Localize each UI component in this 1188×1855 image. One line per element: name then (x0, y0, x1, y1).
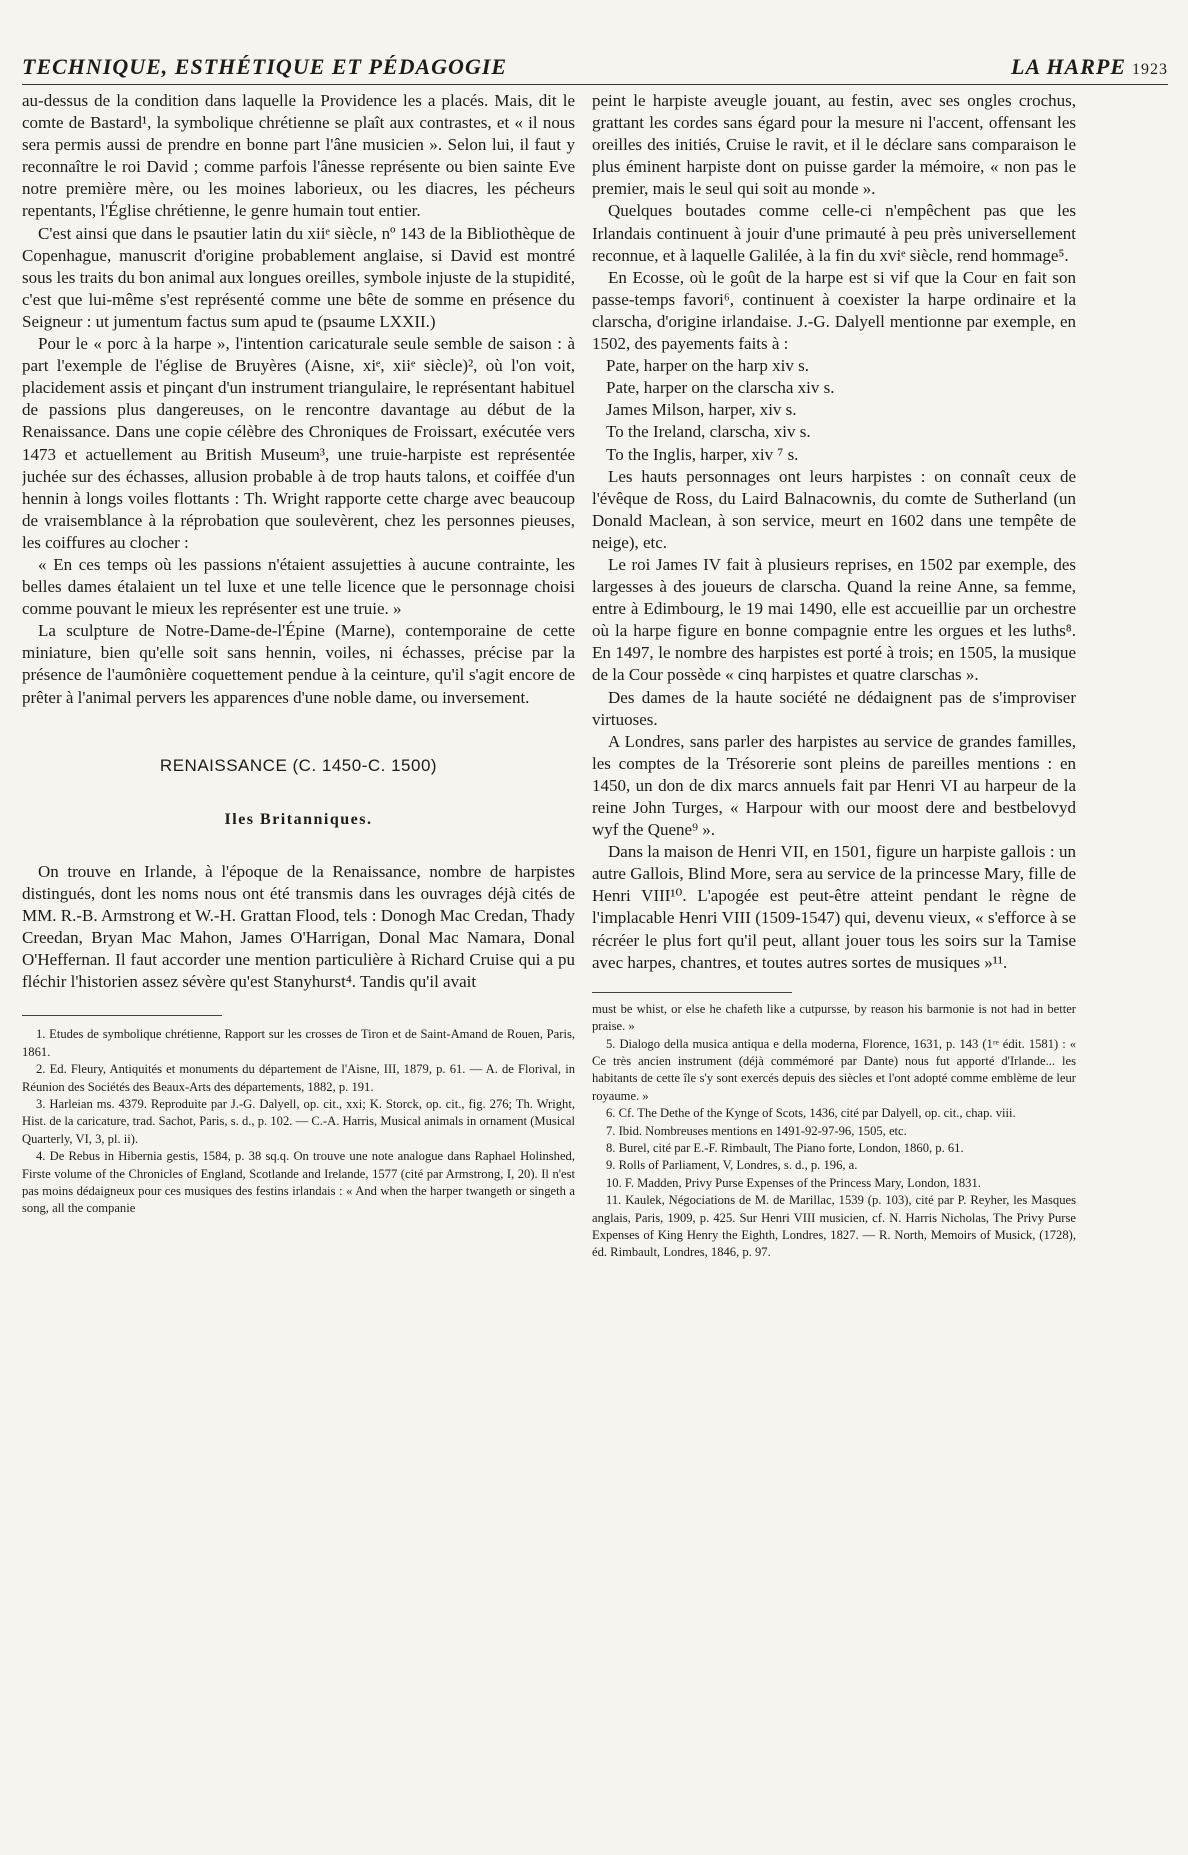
footnote: 10. F. Madden, Privy Purse Expenses of the Princess Mary, London, 1831. (606, 1175, 981, 1190)
footnote: 5. Dialogo della musica antiqua e della moderna, Florence, 1631, p. 143 (1ʳᵉ édit. 1581) : « Ce très ancien instrument (déjà commémoré par Dante) nous fut apporté d'Irlande... les habitants de cette île s'y sont exercés depuis des siècles et l'ont adopté comme emblème de leur royaume. » (592, 1036, 1076, 1103)
footnote: 1. Etudes de symbolique chrétienne, Rapport sur les crosses de Tiron et de Saint-Amand de Rouen, Paris, 1861. (22, 1027, 575, 1059)
section-title: RENAISSANCE (C. 1450-C. 1500) (159, 755, 438, 775)
footnote: 9. Rolls of Parliament, V, Londres, s. d., p. 196, a. (606, 1158, 858, 1173)
right-column (592, 90, 1076, 1835)
paragraph: On trouve en Irlande, à l'époque de la Renaissance, nombre de harpistes distingués, dont les noms nous ont été transmis dans les ouvrages déjà cités de MM. R.-B. Armstrong et W.-H. Grattan Flood, tels : Donogh Mac Credan, Thady Creedan, Bryan Mac Mahon, James O'Harrigan, Donal Mac Namara, Donal O'Heffernan. Il faut accorder une mention particulière à Richard Cruise qui a pu fléchir l'historien assez sévère qu'est Stanyhurst⁴. Tandis qu'il avait (22, 861, 575, 992)
paragraph: Pour le « porc à la harpe », l'intention caricaturale seule semble de saison : à part l'exemple de l'église de Bruyères (Aisne, xiᵉ, xiiᵉ siècle)², où l'on voit, placidement assis et pinçant d'un instrument triangulaire, le représentant habituel de passions plus dangereuses, on le rencontre davantage au début de la Renaissance. Dans une copie célèbre des Chroniques de Froissart, exécutée vers 1473 et actuellement au British Museum³, une truie-harpiste est représentée juchée sur des échasses, allusion probable à de trop hauts talons, et coiffée d'un hennin à longs voiles flottants : Th. Wright rapporte cette charge avec beaucoup de vraisemblance à la réprobation que soulevèrent, chez les personnes pieuses, les coiffures au clocher : (22, 334, 575, 552)
paragraph: Dans la maison de Henri VII, en 1501, figure un harpiste gallois : un autre Gallois, Blind More, sera au service de la princesse Mary, fille de Henri VIII¹⁰. L'apogée est peut-être atteint pendant le règne de l'implacable Henri VIII (1509-1547) qui, devenu vieux, « s'efforce à se récréer le plus fort qu'il peut, allant jouer tous les soirs sur la Tamise avec harpes, chantres, et toutes autres sortes de musiques »¹¹. (592, 842, 1076, 972)
paragraph: La sculpture de Notre-Dame-de-l'Épine (Marne), contemporaine de cette miniature, bien qu'elle soit sans hennin, voiles, ni échasses, précise par la présence de l'aumônière coquettement pendue à la ceinture, qu'il s'agit encore de prêter à l'animal pervers les apparences d'une noble dame, ou inversement. (22, 621, 575, 707)
footnote: 8. Burel, cité par E.-F. Rimbault, The Piano forte, London, 1860, p. 61. (606, 1141, 964, 1155)
running-header (22, 44, 1168, 80)
list-item: To the Ireland, clarscha, xiv s. (606, 422, 811, 442)
page-number: 1923 (1132, 61, 1168, 78)
list-item: To the Inglis, harper, xiv ⁷ s. (606, 444, 799, 464)
subsection-title: Iles Britanniques. (224, 810, 373, 828)
paragraph: Quelques boutades comme celle-ci n'empêchent pas que les Irlandais continuent à jouir d'une primauté à peu près universellement reconnue, et à laquelle Galilée, à la fin du xviᵉ siècle, rend hommage⁵. (592, 201, 1076, 265)
footnote-rule (22, 1015, 222, 1016)
footnote: 6. Cf. The Dethe of the Kynge of Scots, 1436, cité par Dalyell, op. cit., chap. viii. (606, 1106, 1016, 1121)
paragraph: C'est ainsi que dans le psautier latin du xiiᵉ siècle, nº 143 de la Bibliothèque de Copenhague, manuscrit d'origine probablement anglaise, si David est montré sous les traits du bon animal aux longues oreilles, symbole injuste de la stupidité, c'est que lui-même s'est représenté comme une bête de somme en présence du Seigneur : ut jumentum factus sum apud te (psaume LXXII.) (22, 223, 575, 331)
paragraph: peint le harpiste aveugle jouant, au festin, avec ses ongles crochus, grattant les cordes sans égard pour la mesure ni l'accent, offensant les oreilles des initiés, Cruise le ravit, et il le déclare sans comparaison le plus éminent harpiste dont on puisse garder la mémoire, « non pas le premier, mais le seul qui soit au monde ». (592, 91, 1076, 199)
footnote: 3. Harleian ms. 4379. Reproduite par J.-G. Dalyell, op. cit., xxi; K. Storck, op. cit., fig. 276; Th. Wright, Hist. de la caricature, trad. Sachot, Paris, s. d., p. 102. — C.-A. Harris, Musical animals in ornament (Musical Quarterly, VI, 3, pl. ii). (22, 1097, 575, 1146)
paragraph: En Ecosse, où le goût de la harpe est si vif que la Cour en fait son passe-temps favori⁶, continuent à coexister la harpe ordinaire et la clarscha, d'origine irlandaise. J.-G. Dalyell mentionne par exemple, en 1502, des payements faits à : (592, 267, 1076, 354)
footnote-continuation: must be whist, or else he chafeth like a cutpursse, by reason his barmonie is not had in better praise. » (592, 1001, 1076, 1034)
footnote: 2. Ed. Fleury, Antiquités et monuments du département de l'Aisne, III, 1879, p. 61. — A. de Florival, in Réunion des Sociétés des Beaux-Arts des départements, 1882, p. 191. (22, 1062, 575, 1094)
footnote: 7. Ibid. Nombreuses mentions en 1491-92-97-96, 1505, etc. (606, 1123, 907, 1138)
paragraph: Les hauts personnages ont leurs harpistes : on connaît ceux de l'évêque de Ross, du Laird Balnacownis, du comte de Sutherland (un Donald Maclean, à son service, meurt en 1602 dans une tempête de neige), etc. (592, 466, 1076, 552)
footnote: 4. De Rebus in Hibernia gestis, 1584, p. 38 sq.q. On trouve une note analogue dans Raphael Holinshed, Firste volume of the Chronicles of England, Scotlande and Irelande, 1577 (cité par Armstrong, I, 20). Il n'est pas moins dédaigneux pour ces musiques des festins irlandais : « And when the harper twangeth or singeth a song, all the companie (22, 1149, 575, 1216)
footnotes-left (22, 1026, 575, 1217)
header-right-title (1011, 54, 1168, 80)
header-left-title: TECHNIQUE, ESTHÉTIQUE ET PÉDAGOGIE (22, 54, 508, 79)
paragraph: Des dames de la haute société ne dédaignent pas de s'improviser virtuoses. (592, 687, 1076, 729)
header-work-title: LA HARPE (1011, 54, 1126, 79)
paragraph: A Londres, sans parler des harpistes au service de grandes familles, les comptes de la Trésorerie sont pleins de pareilles mentions : en 1450, un don de dix marcs annuels fait par Henri VI au harpeur de la reine John Turges, « Harpour with our moost dere and bestbelovyd wyf the Quene⁹ ». (592, 731, 1076, 840)
list-item: Pate, harper on the clarscha xiv s. (606, 378, 835, 398)
paragraph: Le roi James IV fait à plusieurs reprises, en 1502 par exemple, des largesses à des joueurs de clarscha. Quand la reine Anne, sa femme, entre à Edimbourg, le 19 mai 1490, elle est accueillie par un orchestre où la harpe figure en bonne compagnie entre les orgues et les luths⁸. En 1497, le nombre des harpistes est porté à trois; en 1505, la musique de la Cour possède « cinq harpistes et quatre clarschas ». (592, 554, 1076, 685)
header-rule (22, 84, 1168, 85)
list-item: Pate, harper on the harp xiv s. (606, 356, 809, 376)
footnote-rule (592, 992, 792, 993)
list-item: James Milson, harper, xiv s. (606, 400, 797, 420)
paragraph: au-dessus de la condition dans laquelle la Providence les a placés. Mais, dit le comte de Bastard¹, la symbolique chrétienne se plaît aux contrastes, et « il nous sera permis aussi de prendre en bonne part l'âne musicien ». Selon lui, il faut y reconnaître le roi David ; comme parfois l'ânesse représente ou bien sainte Eve notre première mère, ou les moines laborieux, ou les diacres, les pécheurs repentants, l'Église chrétienne, le genre humain tout entier. (22, 91, 575, 221)
quote-paragraph: « En ces temps où les passions n'étaient assujetties à aucune contrainte, les belles dames étalaient un tel luxe et une telle licence que le personnage choisi comme pouvant le mieux les représenter est une truie. » (22, 554, 575, 619)
footnotes-right (592, 1001, 1076, 1262)
footnote: 11. Kaulek, Négociations de M. de Marillac, 1539 (p. 103), cité par P. Reyher, les Masques anglais, Paris, 1909, p. 425. Sur Henri VIII musicien, cf. N. Harris Nicholas, The Privy Purse Expenses of King Henry the Eighth, Londres, 1827. — R. North, Memoirs of Musick, (1728), éd. Rimbault, Londres, 1846, p. 97. (592, 1193, 1076, 1260)
left-column (22, 90, 575, 1835)
